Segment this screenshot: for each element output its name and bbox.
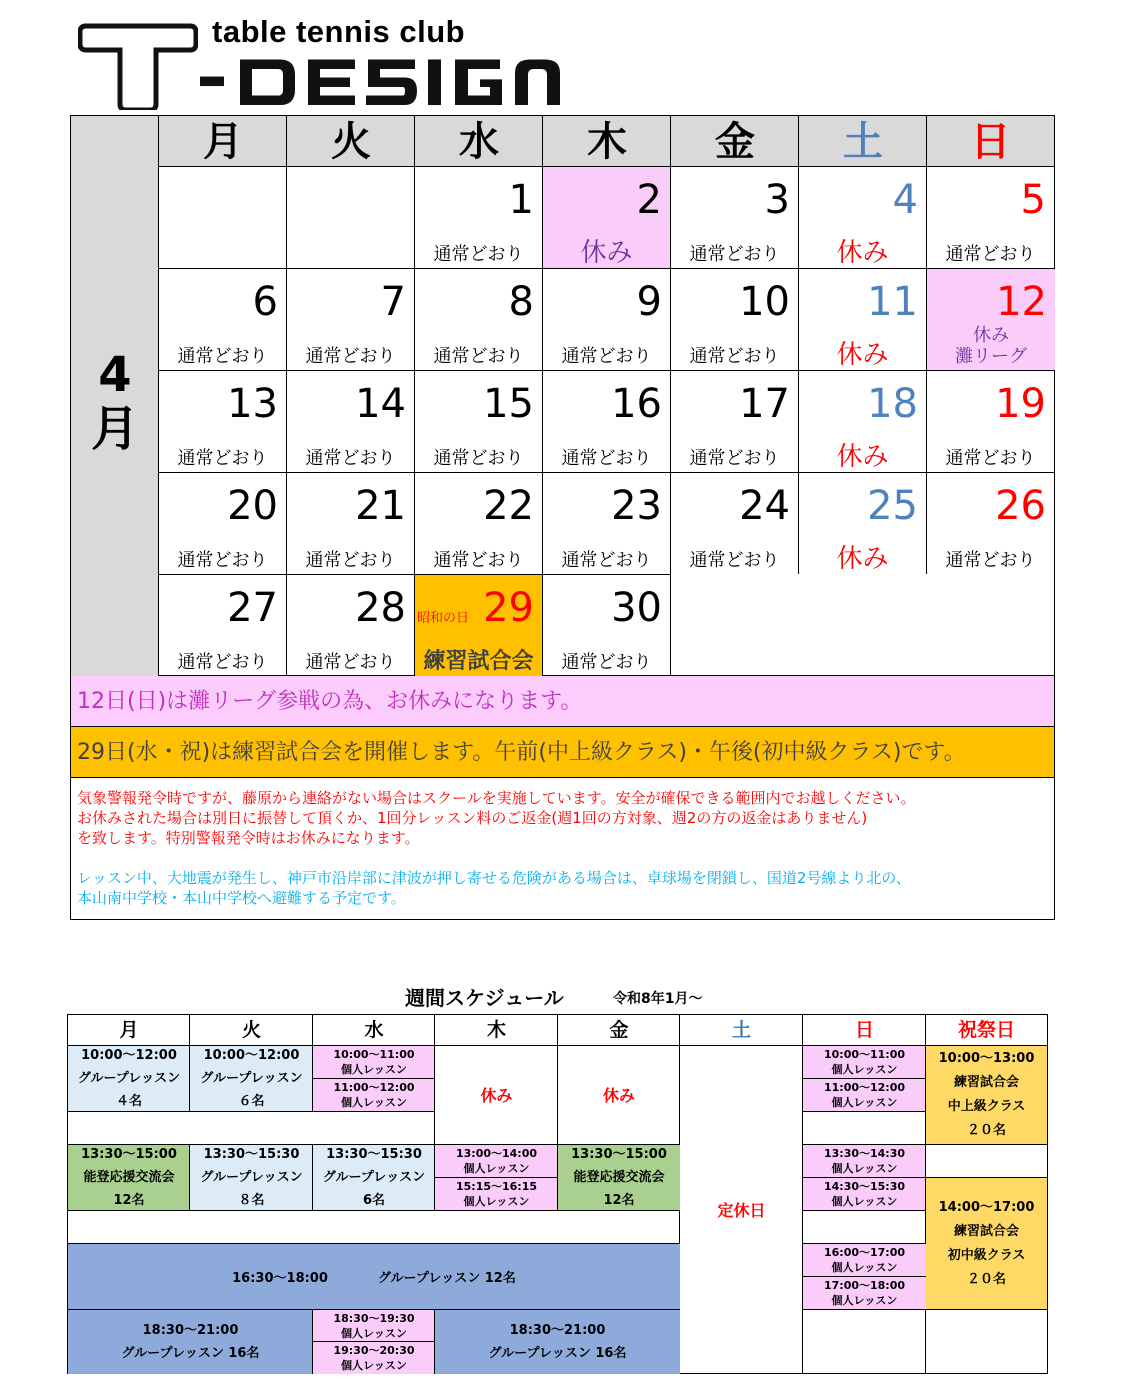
slot-evening-group: 16:30～18:00 グループレッスン 12名 [67, 1244, 680, 1310]
day-note: 通常どおり [433, 244, 524, 265]
weekday-header-sun: 日 [926, 116, 1054, 166]
calendar-cell-day-15 [414, 370, 542, 472]
day-note: 通常どおり [689, 244, 780, 265]
slot-tue-am: 10:00～12:00 グループレッスン ６名 [189, 1046, 313, 1112]
weather-notice-2: お休みされた場合は別日に振替して頂くか、1回分レッスン料のご返金(週1回の方対象、週2の方の返金はありません) [77, 809, 868, 827]
calendar-cell-day-24 [670, 472, 798, 574]
day-number: 6 [252, 279, 278, 325]
weekly-header-sat: 土 [679, 1014, 803, 1046]
calendar-cell-empty [286, 166, 414, 268]
day-number: 28 [355, 585, 406, 631]
blank-slot [67, 1211, 680, 1244]
calendar-cell-day-14 [286, 370, 414, 472]
day-number: 12 [996, 279, 1047, 325]
slot-holiday-am: 10:00～13:00 練習試合会 中上級クラス ２０名 [925, 1046, 1048, 1145]
calendar-cell-day-13 [158, 370, 286, 472]
day-note-league: 灘リーグ [955, 346, 1027, 367]
calendar-cell-day-12 [926, 268, 1055, 370]
notice-warnings [70, 778, 1055, 920]
weekday-header-mon: 月 [158, 116, 287, 166]
day-note: 休み [973, 325, 1009, 346]
weekday-header-sat: 土 [798, 116, 927, 166]
weekly-title: 週間スケジュール [405, 986, 564, 1010]
day-number: 19 [995, 381, 1046, 427]
weekly-header-tue: 火 [189, 1014, 313, 1046]
day-note: 通常どおり [945, 448, 1036, 469]
day-number: 18 [867, 381, 918, 427]
logo-design-lettering [200, 54, 600, 111]
day-number: 9 [636, 279, 662, 325]
day-number: 4 [892, 177, 918, 223]
day-note: 通常どおり [305, 346, 396, 367]
day-number: 11 [867, 279, 918, 325]
slot-wed-am-1: 10:00～11:00 個人レッスン [312, 1046, 435, 1079]
slot-sun-am-1: 10:00～11:00 個人レッスン [802, 1046, 926, 1079]
calendar-cell-day-28 [286, 574, 414, 676]
day-note-match: 練習試合会 [423, 649, 534, 674]
calendar-cell-day-8 [414, 268, 542, 370]
weekly-header-mon: 月 [67, 1014, 190, 1046]
calendar-cell-day-25 [798, 472, 926, 574]
calendar-cell-day-3 [670, 166, 798, 268]
slot-sun-am-2: 11:00～12:00 個人レッスン [802, 1079, 926, 1112]
slot-tue-pm: 13:30～15:30 グループレッスン ８名 [189, 1145, 313, 1211]
blank-slot [67, 1112, 435, 1145]
calendar-cell-day-16 [542, 370, 670, 472]
day-number: 5 [1020, 177, 1046, 223]
calendar-cell-day-17 [670, 370, 798, 472]
weather-notice-1: 気象警報発令時ですが、藤原から連絡がない場合はスクールを実施しています。安全が確保できる範囲内でお越しください。 [77, 789, 916, 807]
calendar-cell-day-22 [414, 472, 542, 574]
calendar-cell-day-21 [286, 472, 414, 574]
logo-wordmark [200, 54, 600, 121]
weekly-header-thu: 木 [434, 1014, 558, 1046]
calendar-cell-day-2 [542, 166, 670, 268]
day-note: 通常どおり [561, 346, 652, 367]
day-number: 2 [636, 177, 662, 223]
logo-tagline: table tennis club [212, 14, 466, 49]
calendar-cell-day-20 [158, 472, 286, 574]
slot-mon-am: 10:00～12:00 グループレッスン ４名 [67, 1046, 190, 1112]
weekly-header-fri: 金 [557, 1014, 680, 1046]
day-note: 通常どおり [177, 346, 268, 367]
weekday-header-tue: 火 [286, 116, 415, 166]
weekly-subtitle: 令和8年1月～ [613, 991, 703, 1007]
blank-slot [802, 1112, 926, 1145]
divider [670, 574, 671, 676]
day-number: 17 [739, 381, 790, 427]
day-note: 通常どおり [433, 448, 524, 469]
slot-sat: 定休日 [679, 1046, 803, 1374]
day-number: 25 [867, 483, 918, 529]
day-number: 1 [508, 177, 534, 223]
day-number: 15 [483, 381, 534, 427]
slot-sun-pm-1: 13:30～14:30 個人レッスン [802, 1145, 926, 1178]
logo-t-icon [78, 18, 198, 110]
day-note: 通常どおり [305, 652, 396, 673]
calendar-cell-day-27 [158, 574, 286, 676]
day-note: 休み [580, 238, 633, 268]
day-number: 14 [355, 381, 406, 427]
blank-slot [802, 1310, 926, 1374]
slot-sun-eve-1: 16:00～17:00 個人レッスン [802, 1244, 926, 1277]
day-note: 休み [836, 544, 889, 574]
slot-holiday-pm: 14:00～17:00 練習試合会 初中級クラス ２０名 [925, 1178, 1048, 1310]
day-number: 7 [380, 279, 406, 325]
blank-slot [925, 1145, 1048, 1178]
day-number: 8 [508, 279, 534, 325]
day-number: 29 [483, 585, 534, 631]
calendar-cell-day-19 [926, 370, 1054, 472]
day-number: 21 [355, 483, 406, 529]
calendar-cell-day-9 [542, 268, 670, 370]
weather-notice-3: を致します。特別警報発令時はお休みになります。 [77, 829, 420, 847]
day-number: 20 [227, 483, 278, 529]
day-note: 通常どおり [433, 346, 524, 367]
day-number: 10 [739, 279, 790, 325]
blank-slot [802, 1211, 926, 1244]
day-note: 通常どおり [433, 550, 524, 571]
day-number: 27 [227, 585, 278, 631]
day-number: 3 [764, 177, 790, 223]
day-note: 休み [836, 442, 889, 472]
weekday-header-fri: 金 [670, 116, 799, 166]
day-note: 通常どおり [177, 448, 268, 469]
slot-thu-pm-2: 15:15～16:15 個人レッスン [434, 1178, 558, 1211]
day-number: 23 [611, 483, 662, 529]
notice-practice-match: 29日(水・祝)は練習試合会を開催します。午前(中上級クラス)・午後(初中級クラス)です。 [70, 727, 1055, 778]
weekly-header-holiday: 祝祭日 [925, 1014, 1048, 1046]
slot-night-thu-fri: 18:30～21:00 グループレッスン 16名 [434, 1310, 680, 1374]
calendar-cell-day-30 [542, 574, 670, 676]
earthquake-notice-2: 本山南中学校・本山中学校へ避難する予定です。 [77, 889, 406, 907]
slot-wed-night-2: 19:30～20:30 個人レッスン [312, 1342, 435, 1374]
slot-wed-night-1: 18:30～19:30 個人レッスン [312, 1310, 435, 1342]
calendar-cell-empty [158, 166, 286, 268]
day-note: 通常どおり [561, 448, 652, 469]
day-note: 休み [836, 238, 889, 268]
day-note: 通常どおり [177, 652, 268, 673]
slot-mon-pm: 13:30～15:00 能登応援交流会 12名 [67, 1145, 190, 1211]
slot-night-mon-tue: 18:30～21:00 グループレッスン 16名 [67, 1310, 313, 1374]
slot-fri-am: 休み [557, 1046, 680, 1145]
day-note: 通常どおり [305, 448, 396, 469]
calendar-cell-day-4 [798, 166, 926, 268]
calendar-cell-day-26 [926, 472, 1054, 574]
slot-thu-am: 休み [434, 1046, 558, 1145]
day-note: 通常どおり [689, 550, 780, 571]
slot-wed-pm: 13:30～15:30 グループレッスン 6名 [312, 1145, 435, 1211]
month-label: 4 月 [90, 347, 139, 457]
slot-fri-pm: 13:30～15:00 能登応援交流会 12名 [557, 1145, 680, 1211]
weekly-header-wed: 水 [312, 1014, 435, 1046]
calendar-cell-day-10 [670, 268, 798, 370]
calendar-cell-day-23 [542, 472, 670, 574]
day-number: 30 [611, 585, 662, 631]
calendar-cell-day-7 [286, 268, 414, 370]
earthquake-notice-1: レッスン中、大地震が発生し、神戸市沿岸部に津波が押し寄せる危険がある場合は、卓球場を閉鎖し、国道2号線より北の、 [77, 869, 911, 887]
calendar-cell-day-1 [414, 166, 542, 268]
day-note: 通常どおり [689, 448, 780, 469]
slot-sun-pm-2: 14:30～15:30 個人レッスン [802, 1178, 926, 1211]
holiday-label: 昭和の日 [417, 611, 470, 626]
slot-thu-pm-1: 13:00～14:00 個人レッスン [434, 1145, 558, 1178]
weekly-header-sun: 日 [802, 1014, 926, 1046]
notice-league: 12日(日)は灘リーグ参戦の為、お休みになります。 [70, 676, 1055, 727]
calendar-cell-day-11 [798, 268, 926, 370]
day-number: 24 [739, 483, 790, 529]
calendar-cell-day-6 [158, 268, 286, 370]
day-note: 通常どおり [561, 652, 652, 673]
weekday-header-thu: 木 [542, 116, 671, 166]
day-note: 通常どおり [177, 550, 268, 571]
weekday-header-wed: 水 [414, 116, 543, 166]
calendar-cell-day-5 [926, 166, 1054, 268]
day-note: 通常どおり [945, 550, 1036, 571]
day-note: 休み [836, 340, 889, 370]
slot-wed-am-2: 11:00～12:00 個人レッスン [312, 1079, 435, 1112]
day-number: 22 [483, 483, 534, 529]
slot-sun-eve-2: 17:00～18:00 個人レッスン [802, 1277, 926, 1310]
day-number: 16 [611, 381, 662, 427]
day-number: 13 [227, 381, 278, 427]
day-note: 通常どおり [305, 550, 396, 571]
calendar-cell-day-18 [798, 370, 926, 472]
day-note: 通常どおり [689, 346, 780, 367]
blank-slot [925, 1310, 1048, 1374]
day-number: 26 [995, 483, 1046, 529]
day-note: 通常どおり [945, 244, 1036, 265]
day-note: 通常どおり [561, 550, 652, 571]
calendar-cell-day-29 [414, 574, 542, 676]
